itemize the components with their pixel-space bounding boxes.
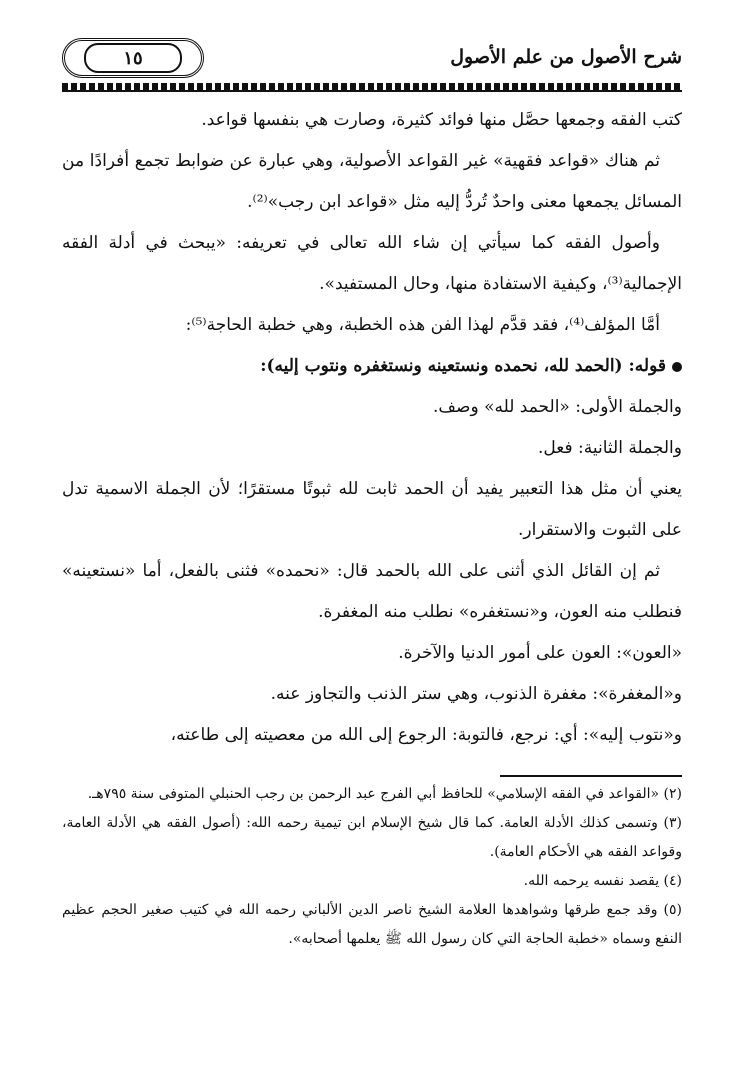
footnote: (٣) وتسمى كذلك الأدلة العامة. كما قال شيخ الإسلام ابن تيمية رحمه الله: (أصول الفقه هي الأدلة العامة، وقواعد الفقه هي الأحكام العامة).	[62, 815, 682, 860]
book-title: شرح الأصول من علم الأصول	[450, 46, 682, 68]
paragraph: ثم إن القائل الذي أثنى على الله بالحمد قال: «نحمده» فثنى بالفعل، أما «نستعينه» فنطلب منه العون، و«نستغفره» نطلب منه المغفرة.	[62, 561, 682, 622]
bullet-paragraph	[62, 346, 682, 387]
footnote-divider	[500, 775, 682, 777]
main-text	[62, 100, 682, 756]
paragraph: يعني أن مثل هذا التعبير يفيد أن الحمد ثابت لله ثبوتًا مستقرًا؛ لأن الجملة الاسمية تدل على الثبوت والاستقرار.	[62, 479, 682, 540]
footnote: (٢) «القواعد في الفقه الإسلامي» للحافظ أبي الفرج عبد الرحمن بن رجب الحنبلي المتوفى سنة ٧٩٥هـ.	[87, 786, 682, 802]
footnotes	[62, 780, 682, 954]
paragraph: أمَّا المؤلف⁽⁴⁾، فقد قدَّم لهذا الفن هذه الخطبة، وهي خطبة الحاجة⁽⁵⁾:	[185, 315, 660, 335]
page-header	[62, 38, 682, 82]
bullet-icon	[672, 362, 682, 372]
footnote: (٥) وقد جمع طرقها وشواهدها العلامة الشيخ ناصر الدين الألباني رحمه الله في كتيب صغير الحجم عظيم النفع وسماه «خطبة الحاجة التي كان رسول الله ﷺ يعلمها أصحابه».	[62, 902, 682, 947]
header-divider	[62, 83, 682, 92]
paragraph: «العون»: العون على أمور الدنيا والآخرة.	[398, 643, 682, 663]
paragraph: ثم هناك «قواعد فقهية» غير القواعد الأصولية، وهي عبارة عن ضوابط تجمع أفرادًا من المسائل يجمعها معنى واحدٌ تُردُّ إليه مثل «قواعد ابن رجب»⁽²⁾.	[62, 151, 682, 212]
quoted-text: قوله: (الحمد لله، نحمده ونستعينه ونستغفره ونتوب إليه):	[260, 356, 666, 376]
paragraph: كتب الفقه وجمعها حصَّل منها فوائد كثيرة، وصارت هي بنفسها قواعد.	[201, 110, 682, 130]
paragraph: والجملة الثانية: فعل.	[538, 438, 682, 458]
footnote: (٤) يقصد نفسه يرحمه الله.	[523, 873, 682, 889]
paragraph: و«نتوب إليه»: أي: نرجع، فالتوبة: الرجوع إلى الله من معصيته إلى طاعته،	[170, 725, 682, 745]
page-number: ١٥	[84, 43, 182, 73]
paragraph: وأصول الفقه كما سيأتي إن شاء الله تعالى في تعريفه: «يبحث في أدلة الفقه الإجمالية⁽³⁾، وكيفية الاستفادة منها، وحال المستفيد».	[62, 233, 682, 294]
paragraph: و«المغفرة»: مغفرة الذنوب، وهي ستر الذنب والتجاوز عنه.	[270, 684, 682, 704]
page-number-badge	[62, 38, 204, 78]
paragraph: والجملة الأولى: «الحمد لله» وصف.	[433, 397, 682, 417]
